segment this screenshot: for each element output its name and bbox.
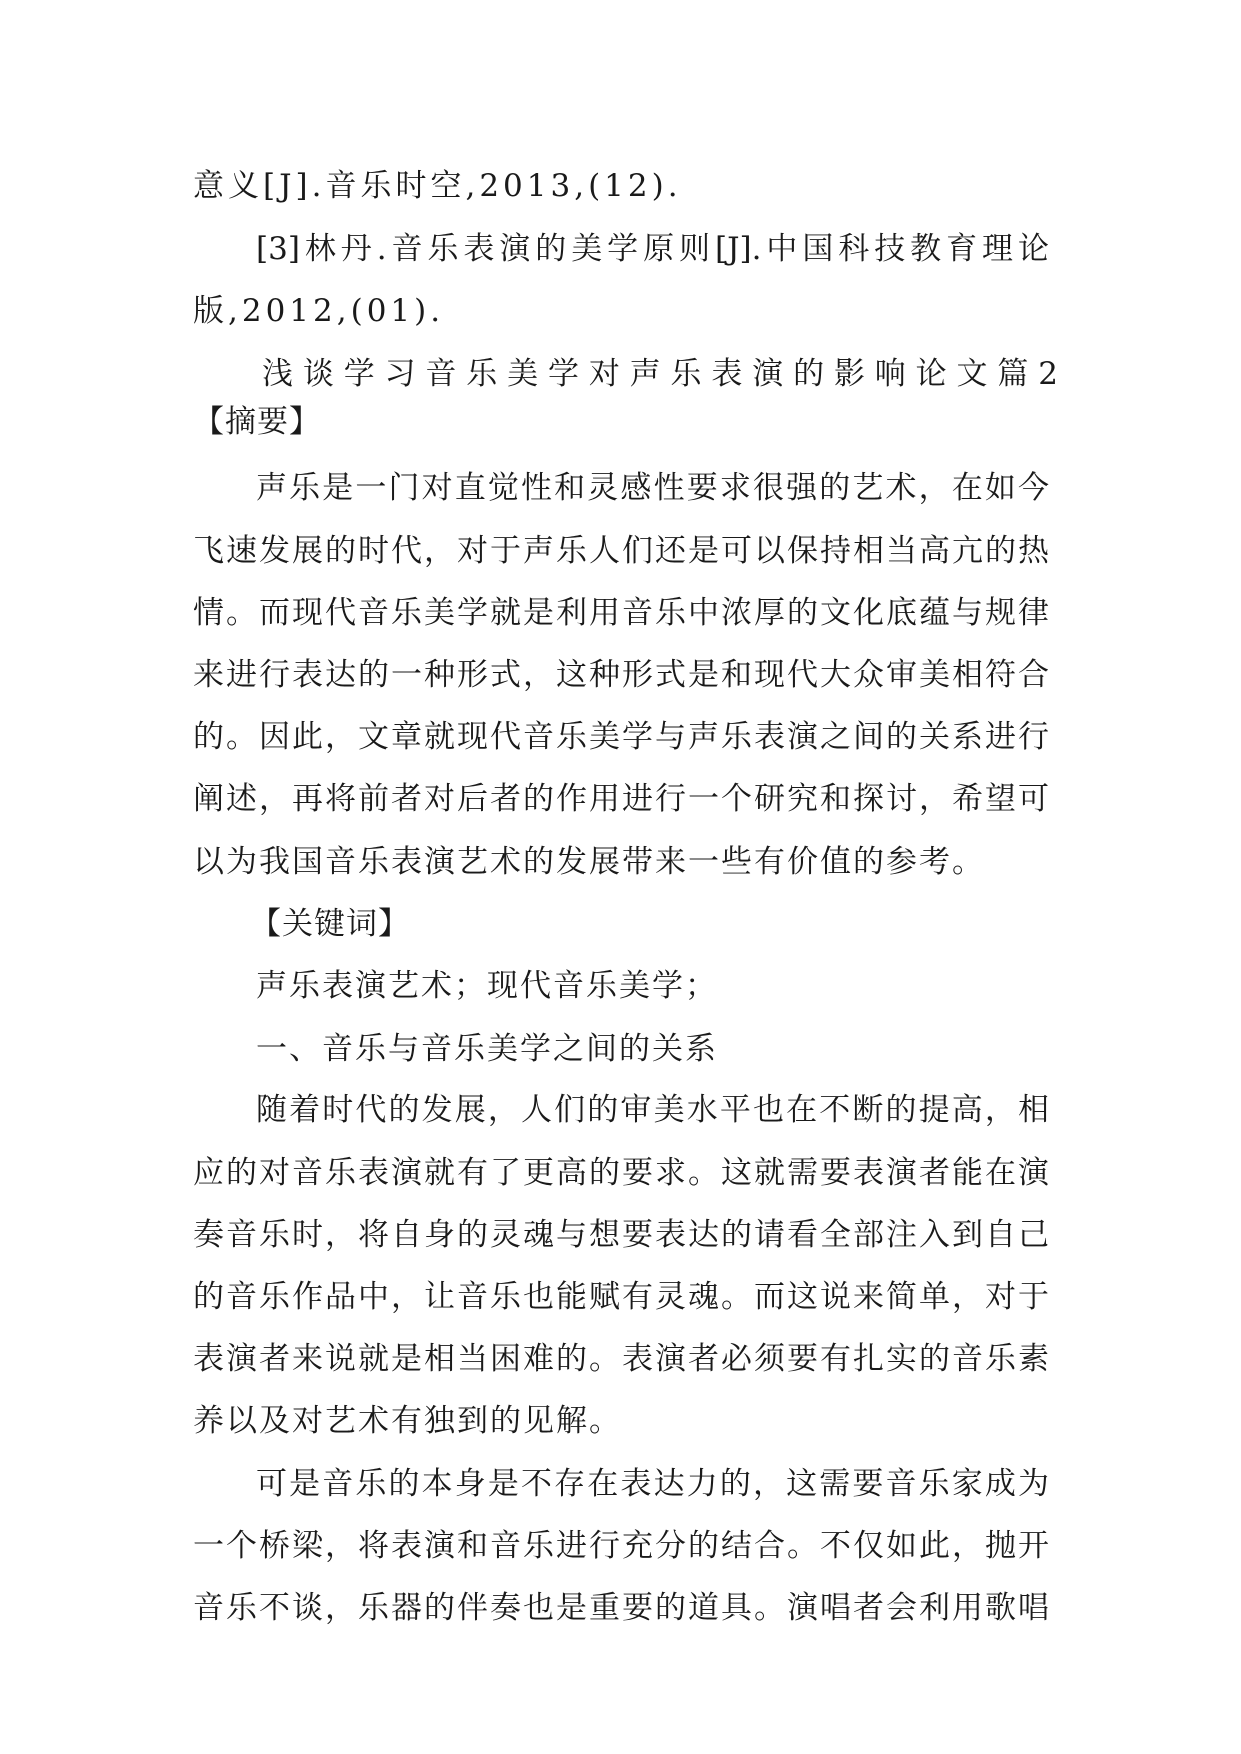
keywords-list: 声乐表演艺术；现代音乐美学；	[256, 968, 718, 1004]
section-heading-1: 一、音乐与音乐美学之间的关系	[256, 1031, 718, 1067]
keywords-heading: 【关键词】	[250, 906, 410, 942]
body-paragraph-2-line-3: 音乐不谈，乐器的伴奏也是重要的道具。演唱者会利用歌唱	[193, 1590, 1049, 1626]
reference-continuation-line: 意义[J].音乐时空,2013,(12).	[193, 168, 682, 204]
abstract-line-5: 的。因此，文章就现代音乐美学与声乐表演之间的关系进行	[193, 719, 1049, 755]
body-paragraph-1-line-1: 随着时代的发展，人们的审美水平也在不断的提高，相	[256, 1092, 1049, 1128]
reference-3-line-2: 版,2012,(01).	[193, 293, 445, 329]
abstract-line-2: 飞速发展的时代，对于声乐人们还是可以保持相当高亢的热	[193, 533, 1049, 569]
body-paragraph-1-line-2: 应的对音乐表演就有了更高的要求。这就需要表演者能在演	[193, 1155, 1049, 1191]
body-paragraph-2-line-2: 一个桥梁，将表演和音乐进行充分的结合。不仅如此，抛开	[193, 1528, 1049, 1564]
abstract-line-1: 声乐是一门对直觉性和灵感性要求很强的艺术，在如今	[256, 470, 1049, 506]
reference-3-line-1: [3]林丹.音乐表演的美学原则[J].中国科技教育理论	[256, 231, 1049, 267]
body-paragraph-1-line-4: 的音乐作品中，让音乐也能赋有灵魂。而这说来简单，对于	[193, 1279, 1049, 1315]
body-paragraph-1-line-3: 奏音乐时，将自身的灵魂与想要表达的请看全部注入到自己	[193, 1217, 1049, 1253]
article-title: 浅 谈 学 习 音 乐 美 学 对 声 乐 表 演 的 影 响 论 文 篇 2	[262, 356, 1058, 392]
abstract-line-3: 情。而现代音乐美学就是利用音乐中浓厚的文化底蕴与规律	[193, 595, 1049, 631]
abstract-line-4: 来进行表达的一种形式，这种形式是和现代大众审美相符合	[193, 657, 1049, 693]
abstract-line-6: 阐述，再将前者对后者的作用进行一个研究和探讨，希望可	[193, 781, 1049, 817]
body-paragraph-2-line-1: 可是音乐的本身是不存在表达力的，这需要音乐家成为	[256, 1466, 1049, 1502]
abstract-heading: 【摘要】	[193, 404, 321, 440]
body-paragraph-1-line-5: 表演者来说就是相当困难的。表演者必须要有扎实的音乐素	[193, 1341, 1049, 1377]
body-paragraph-1-line-6: 养以及对艺术有独到的见解。	[193, 1403, 622, 1439]
abstract-line-7: 以为我国音乐表演艺术的发展带来一些有价值的参考。	[193, 844, 985, 880]
